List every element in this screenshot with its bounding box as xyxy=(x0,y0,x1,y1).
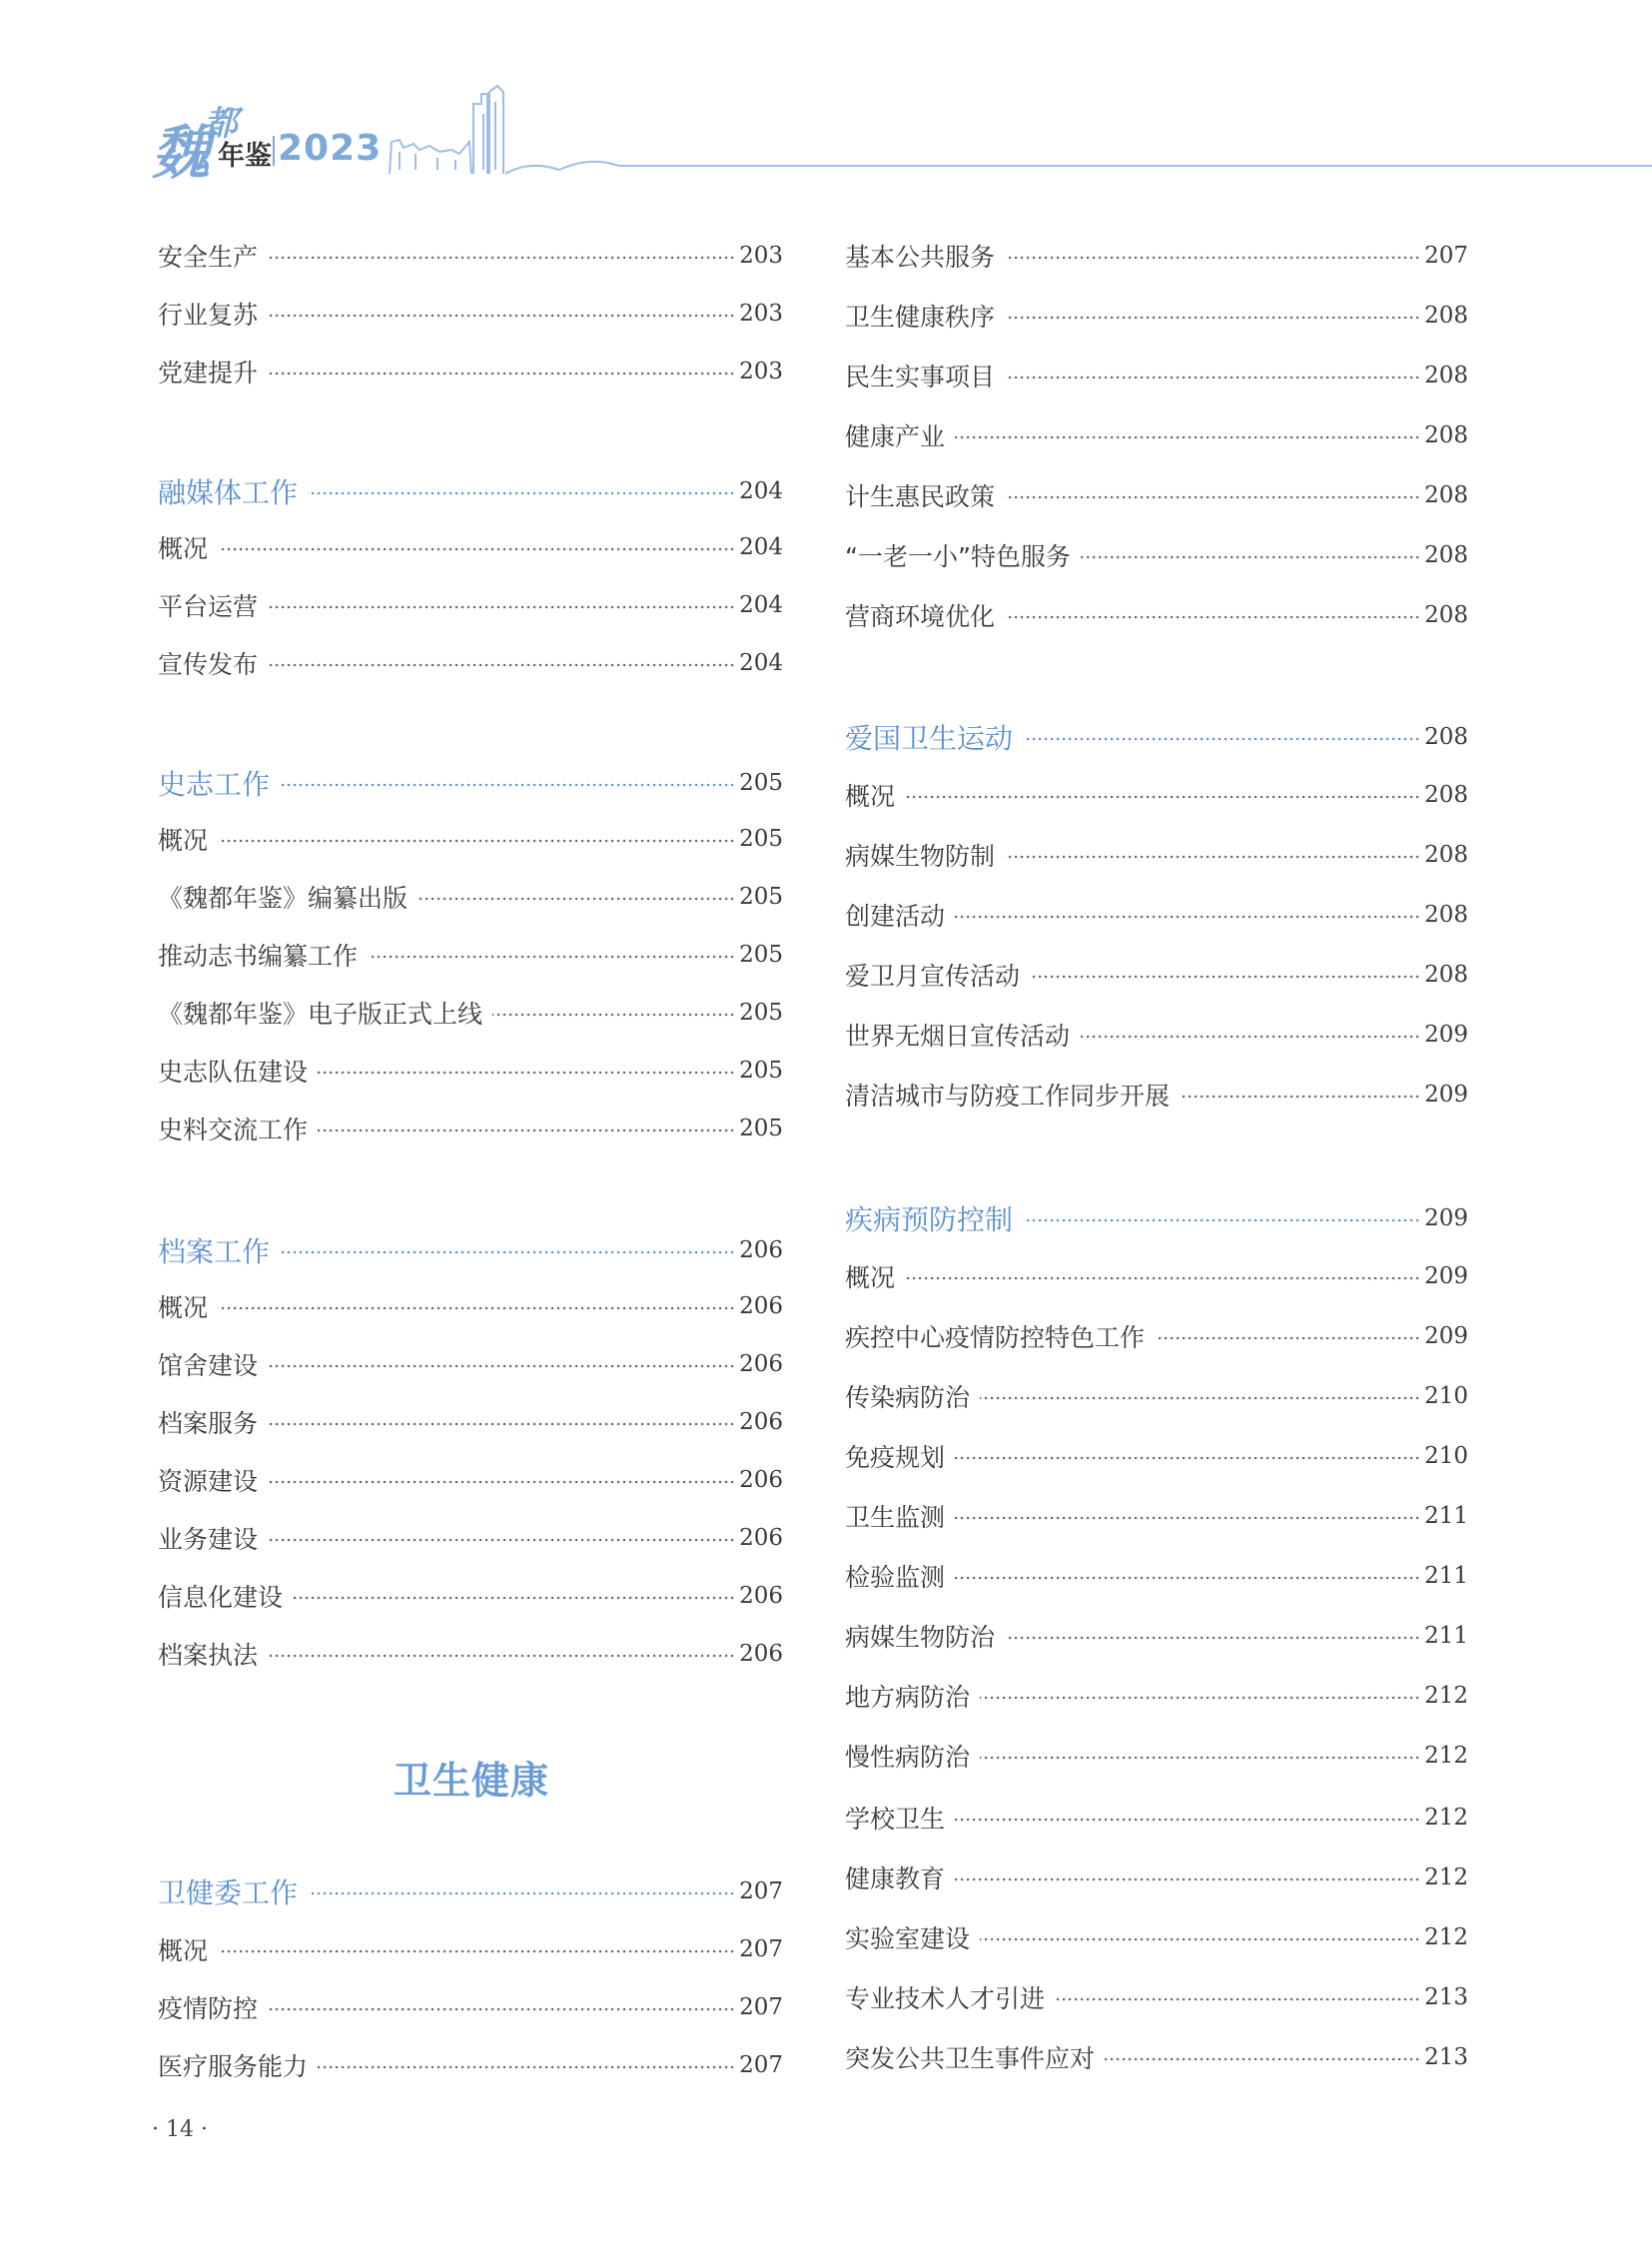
toc-page-number: 208 xyxy=(1424,422,1468,448)
toc-section-heading[interactable] xyxy=(158,765,783,801)
toc-entry-label: 清洁城市与防疫工作同步开展 xyxy=(845,1082,1171,1111)
toc-entry[interactable] xyxy=(845,1438,1468,1474)
toc-entry-label: 《魏都年鉴》编纂出版 xyxy=(158,884,409,913)
toc-page-number: 203 xyxy=(739,243,783,269)
toc-page-number: 208 xyxy=(1424,303,1468,329)
toc-entry[interactable] xyxy=(845,1800,1468,1836)
toc-page-number: 207 xyxy=(739,1994,783,2020)
toc-entry-label: 基本公共服务 xyxy=(845,243,996,272)
toc-entry-label: 营商环境优化 xyxy=(845,602,996,631)
toc-entry-label: 行业复苏 xyxy=(158,301,259,330)
toc-entry-label: 资源建设 xyxy=(158,1467,259,1496)
dot-leader xyxy=(1005,495,1420,499)
toc-entry-label: 计生惠民政策 xyxy=(845,482,996,511)
toc-entry-label: 专业技术人才引进 xyxy=(845,1984,1046,2013)
toc-entry[interactable] xyxy=(158,821,783,857)
dot-leader xyxy=(1105,2057,1420,2061)
toc-entry-label: 档案执法 xyxy=(158,1641,259,1670)
toc-entry[interactable] xyxy=(845,897,1468,933)
dot-leader xyxy=(955,1516,1420,1520)
toc-entry-label: 突发公共卫生事件应对 xyxy=(845,2044,1096,2073)
toc-entry[interactable] xyxy=(158,1520,783,1556)
dot-leader xyxy=(280,783,735,787)
toc-page-number: 205 xyxy=(739,942,783,968)
toc-entry[interactable] xyxy=(845,537,1468,573)
toc-entry[interactable] xyxy=(845,298,1468,334)
dot-leader xyxy=(268,1538,735,1542)
toc-entry-label: 实验室建设 xyxy=(845,1924,971,1953)
toc-section-heading[interactable] xyxy=(158,473,783,509)
logo-year: 2023 xyxy=(278,128,383,169)
toc-entry-label: 健康教育 xyxy=(845,1865,946,1893)
dot-leader xyxy=(905,1276,1420,1280)
toc-entry[interactable] xyxy=(845,417,1468,453)
toc-entry-label: 卫健委工作 xyxy=(158,1876,299,1909)
dot-leader xyxy=(318,1128,735,1132)
toc-page-number: 213 xyxy=(1424,1984,1468,2010)
toc-entry-label: 史志队伍建设 xyxy=(158,1058,309,1087)
toc-entry[interactable] xyxy=(158,529,783,565)
toc-section-heading[interactable] xyxy=(845,719,1468,755)
dot-leader xyxy=(955,435,1420,439)
toc-entry[interactable] xyxy=(845,1979,1468,2015)
logo-character-wei: 魏 xyxy=(152,119,211,187)
toc-page-number: 212 xyxy=(1424,1743,1468,1769)
toc-page-number: 206 xyxy=(739,1467,783,1493)
toc-page-number: 211 xyxy=(1424,1623,1468,1649)
toc-entry[interactable] xyxy=(845,777,1468,813)
toc-entry[interactable] xyxy=(845,358,1468,393)
dot-leader xyxy=(293,1596,735,1600)
toc-page-number: 208 xyxy=(1424,782,1468,808)
dot-leader xyxy=(492,1013,735,1017)
dot-leader xyxy=(1005,855,1420,859)
logo-character-du: 都 xyxy=(204,104,238,144)
toc-entry[interactable] xyxy=(845,1738,1468,1774)
dot-leader xyxy=(268,314,735,318)
dot-leader xyxy=(268,1654,735,1658)
dot-leader xyxy=(955,1576,1420,1580)
toc-page-number: 213 xyxy=(1424,2044,1468,2070)
toc-entry[interactable] xyxy=(158,587,783,623)
toc-entry[interactable] xyxy=(158,354,783,389)
dot-leader xyxy=(268,256,735,260)
dot-leader xyxy=(268,1364,735,1368)
toc-entry[interactable] xyxy=(158,1288,783,1324)
toc-entry[interactable] xyxy=(845,1077,1468,1113)
toc-entry-label: 地方病防治 xyxy=(845,1683,971,1712)
toc-page-number: 210 xyxy=(1424,1383,1468,1409)
toc-page-number: 211 xyxy=(1424,1563,1468,1589)
toc-page-number: 208 xyxy=(1424,902,1468,928)
toc-entry[interactable] xyxy=(845,1860,1468,1895)
dot-leader xyxy=(1155,1336,1420,1340)
dot-leader xyxy=(1005,256,1420,260)
toc-page-number: 210 xyxy=(1424,1443,1468,1469)
toc-entry-label: 健康产业 xyxy=(845,422,946,451)
toc-page-number: 204 xyxy=(739,534,783,560)
dot-leader xyxy=(218,839,735,843)
toc-entry-label: 传染病防治 xyxy=(845,1383,971,1412)
toc-entry[interactable] xyxy=(158,2047,783,2083)
toc-entry[interactable] xyxy=(158,1636,783,1672)
dot-leader xyxy=(218,547,735,551)
toc-entry-label: 推动志书编纂工作 xyxy=(158,942,359,971)
toc-entry-label: 病媒生物防制 xyxy=(845,842,996,871)
toc-entry[interactable] xyxy=(845,1618,1468,1654)
dot-leader xyxy=(268,663,735,667)
dot-leader xyxy=(308,491,735,495)
toc-entry-label: 疫情防控 xyxy=(158,1994,259,2023)
toc-page-number: 208 xyxy=(1424,482,1468,508)
toc-entry-label: 融媒体工作 xyxy=(158,476,299,509)
toc-entry-label: 慢性病防治 xyxy=(845,1743,971,1772)
toc-entry-label: 学校卫生 xyxy=(845,1805,946,1834)
dot-leader xyxy=(980,1937,1420,1941)
dot-leader xyxy=(980,1396,1420,1400)
toc-page-number: 208 xyxy=(1424,724,1468,750)
toc-page-number: 209 xyxy=(1424,1022,1468,1048)
toc-entry[interactable] xyxy=(158,1578,783,1614)
dot-leader xyxy=(268,372,735,375)
dot-leader xyxy=(318,2065,735,2069)
toc-entry-label: 概况 xyxy=(845,1263,896,1292)
toc-page-number: 205 xyxy=(739,1000,783,1026)
dot-leader xyxy=(218,1949,735,1953)
toc-page-number: 211 xyxy=(1424,1503,1468,1529)
toc-page-number: 209 xyxy=(1424,1082,1468,1108)
toc-page-number: 203 xyxy=(739,359,783,384)
toc-entry-label: 平台运营 xyxy=(158,592,259,621)
toc-page-number: 207 xyxy=(739,1936,783,1962)
toc-entry-label: 医疗服务能力 xyxy=(158,2052,309,2081)
toc-entry-label: 概况 xyxy=(158,1293,209,1322)
toc-entry-label: 卫生健康秩序 xyxy=(845,303,996,332)
toc-entry[interactable] xyxy=(845,2039,1468,2075)
toc-entry-label: 党建提升 xyxy=(158,359,259,387)
toc-entry[interactable] xyxy=(845,1378,1468,1414)
toc-page-number: 205 xyxy=(739,770,783,796)
toc-page-number: 203 xyxy=(739,301,783,327)
toc-entry[interactable] xyxy=(158,937,783,973)
toc-page-number: 208 xyxy=(1424,363,1468,388)
dot-leader xyxy=(955,915,1420,919)
dot-leader xyxy=(417,897,735,901)
toc-entry[interactable] xyxy=(845,957,1468,993)
toc-page-number: 209 xyxy=(1424,1263,1468,1289)
toc-entry[interactable] xyxy=(845,1558,1468,1594)
dot-leader xyxy=(955,1456,1420,1460)
toc-page-number: 205 xyxy=(739,1116,783,1141)
toc-entry[interactable] xyxy=(158,296,783,332)
toc-entry-label: 业务建设 xyxy=(158,1525,259,1554)
dot-leader xyxy=(368,955,735,959)
toc-page-number: 206 xyxy=(739,1409,783,1435)
dot-leader xyxy=(955,1877,1420,1881)
toc-entry[interactable] xyxy=(158,995,783,1031)
toc-entry-label: 病媒生物防治 xyxy=(845,1623,996,1652)
toc-entry-label: 馆舍建设 xyxy=(158,1351,259,1380)
toc-page-number: 212 xyxy=(1424,1924,1468,1950)
toc-entry[interactable] xyxy=(158,645,783,681)
dot-leader xyxy=(1023,1218,1420,1222)
dot-leader xyxy=(218,1306,735,1310)
toc-entry[interactable] xyxy=(845,1498,1468,1534)
toc-entry[interactable] xyxy=(845,1258,1468,1294)
dot-leader xyxy=(268,1422,735,1426)
logo-divider xyxy=(273,136,275,166)
toc-page-number: 209 xyxy=(1424,1323,1468,1349)
dot-leader xyxy=(1055,1997,1420,2001)
page-header xyxy=(0,0,1652,187)
toc-entry-label: 疾控中心疫情防控特色工作 xyxy=(845,1323,1146,1352)
toc-entry[interactable] xyxy=(158,879,783,915)
dot-leader xyxy=(1005,375,1420,379)
toc-entry-label: 信息化建设 xyxy=(158,1583,284,1612)
toc-entry-label: 概况 xyxy=(158,534,209,563)
toc-entry[interactable] xyxy=(158,1931,783,1967)
toc-section-heading[interactable] xyxy=(845,1200,1468,1236)
toc-entry-label: 疾病预防控制 xyxy=(845,1203,1014,1236)
page-number: · 14 · xyxy=(152,2117,208,2142)
toc-entry-label: 世界无烟日宣传活动 xyxy=(845,1022,1071,1051)
toc-entry[interactable] xyxy=(845,597,1468,633)
toc-page-number: 208 xyxy=(1424,602,1468,628)
toc-section-heading[interactable] xyxy=(158,1232,783,1268)
toc-entry[interactable] xyxy=(158,1989,783,2025)
toc-entry-label: 概况 xyxy=(158,1936,209,1965)
toc-page-number: 208 xyxy=(1424,962,1468,988)
toc-entry-label: 档案服务 xyxy=(158,1409,259,1438)
toc-entry[interactable] xyxy=(158,238,783,274)
toc-page-number: 204 xyxy=(739,650,783,676)
toc-entry-label: 概况 xyxy=(158,826,209,855)
dot-leader xyxy=(1005,615,1420,619)
toc-page-number: 207 xyxy=(1424,243,1468,269)
toc-entry-label: 爱卫月宣传活动 xyxy=(845,962,1021,991)
toc-page-number: 212 xyxy=(1424,1683,1468,1709)
toc-page-number: 206 xyxy=(739,1583,783,1609)
toc-entry[interactable] xyxy=(158,1404,783,1440)
dot-leader xyxy=(980,1756,1420,1760)
toc-page-number: 208 xyxy=(1424,542,1468,568)
dot-leader xyxy=(1005,316,1420,320)
toc-entry[interactable] xyxy=(158,1053,783,1089)
toc-page-number: 208 xyxy=(1424,842,1468,868)
toc-entry-label: 《魏都年鉴》电子版正式上线 xyxy=(158,1000,483,1029)
dot-leader xyxy=(955,1818,1420,1822)
toc-entry-label: 宣传发布 xyxy=(158,650,259,679)
dot-leader xyxy=(1080,1035,1420,1039)
toc-page-number: 206 xyxy=(739,1237,783,1263)
toc-page-number: 206 xyxy=(739,1293,783,1319)
toc-entry[interactable] xyxy=(845,1318,1468,1354)
toc-entry-label: 免疫规划 xyxy=(845,1443,946,1472)
toc-entry[interactable] xyxy=(845,1919,1468,1955)
dot-leader xyxy=(280,1250,735,1254)
toc-page-number: 205 xyxy=(739,826,783,852)
dot-leader xyxy=(1030,975,1420,979)
dot-leader xyxy=(1023,737,1420,741)
dot-leader xyxy=(308,1891,735,1895)
toc-entry[interactable] xyxy=(158,1346,783,1382)
toc-section-heading[interactable] xyxy=(158,1873,783,1909)
toc-page-number: 207 xyxy=(739,2052,783,2078)
toc-entry[interactable] xyxy=(845,1017,1468,1053)
dot-leader xyxy=(318,1071,735,1075)
toc-entry-label: 安全生产 xyxy=(158,243,259,272)
toc-entry-label: 民生实事项目 xyxy=(845,363,996,391)
toc-entry[interactable] xyxy=(158,1462,783,1498)
toc-entry-label: 爱国卫生运动 xyxy=(845,722,1014,755)
toc-page-number: 209 xyxy=(1424,1205,1468,1231)
category-title: 卫生健康 xyxy=(394,1758,550,1803)
dot-leader xyxy=(268,1480,735,1484)
toc-page-number: 212 xyxy=(1424,1865,1468,1890)
toc-entry[interactable] xyxy=(845,238,1468,274)
toc-entry-label: 档案工作 xyxy=(158,1235,271,1268)
toc-entry-label: 史志工作 xyxy=(158,768,271,801)
dot-leader xyxy=(1005,1636,1420,1640)
toc-entry[interactable] xyxy=(845,837,1468,873)
toc-page-number: 206 xyxy=(739,1525,783,1551)
toc-page-number: 212 xyxy=(1424,1805,1468,1831)
dot-leader xyxy=(268,2007,735,2011)
logo-yearbook-label: 年鉴 xyxy=(218,141,272,172)
dot-leader xyxy=(1180,1095,1420,1099)
toc-page-number: 204 xyxy=(739,592,783,618)
toc-entry-label: 卫生监测 xyxy=(845,1503,946,1532)
toc-page-number: 204 xyxy=(739,478,783,504)
toc-entry-label: 概况 xyxy=(845,782,896,811)
toc-entry-label: 创建活动 xyxy=(845,902,946,931)
dot-leader xyxy=(980,1696,1420,1700)
toc-page-number: 206 xyxy=(739,1351,783,1377)
toc-entry-label: 史料交流工作 xyxy=(158,1116,309,1144)
toc-page-number: 205 xyxy=(739,1058,783,1084)
toc-entry-label: 检验监测 xyxy=(845,1563,946,1592)
toc-entry[interactable] xyxy=(158,1111,783,1146)
dot-leader xyxy=(268,605,735,609)
toc-entry-label: “一老一小”特色服务 xyxy=(845,542,1071,571)
toc-entry[interactable] xyxy=(845,477,1468,513)
toc-page-number: 207 xyxy=(739,1878,783,1904)
toc-page-number: 205 xyxy=(739,884,783,910)
dot-leader xyxy=(905,795,1420,799)
dot-leader xyxy=(1081,555,1420,559)
toc-page-number: 206 xyxy=(739,1641,783,1667)
toc-entry[interactable] xyxy=(845,1678,1468,1714)
